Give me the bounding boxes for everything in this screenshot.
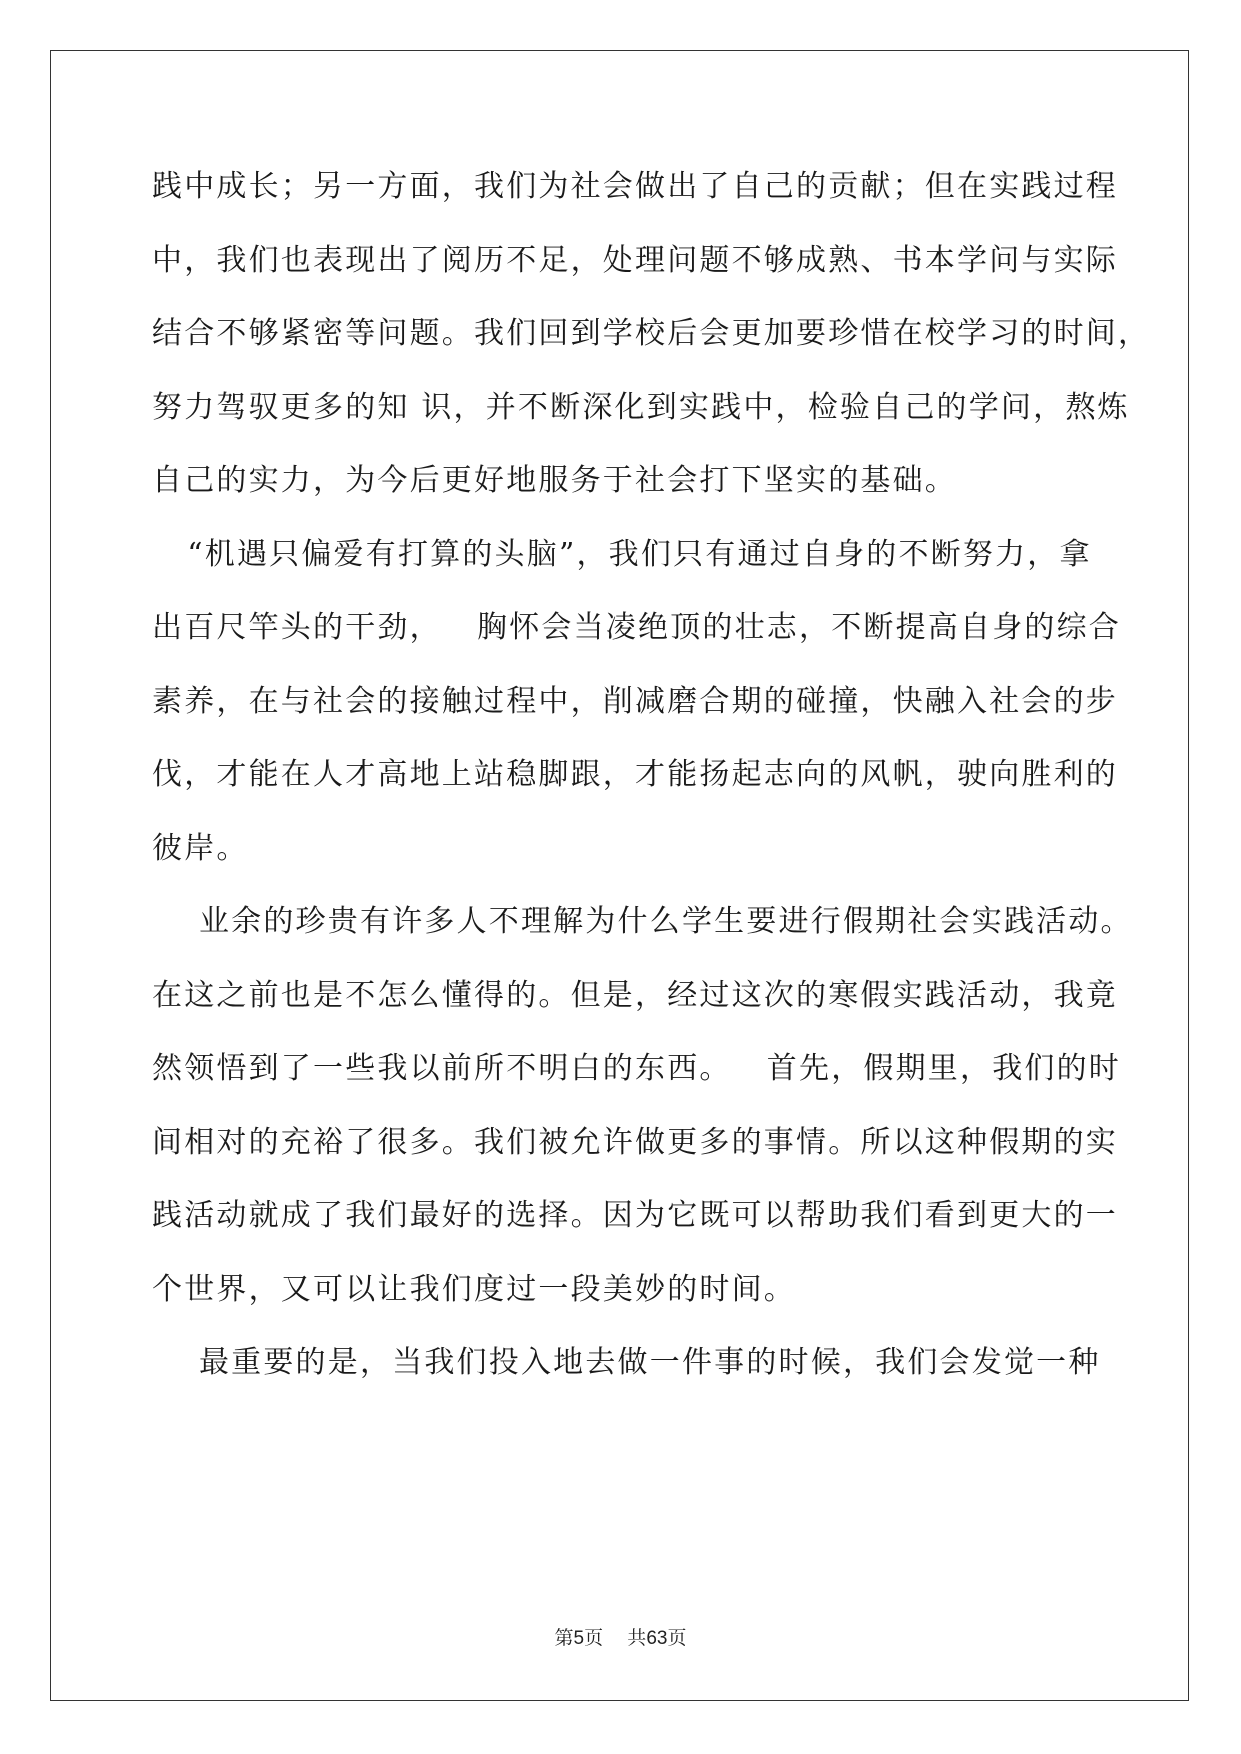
text-line: 努力驾驭更多的知 识，并不断深化到实践中，检验自己的学问，熬炼	[152, 389, 1130, 425]
text-line: 间相对的充裕了很多。我们被允许做更多的事情。所以这种假期的实	[152, 1124, 1118, 1160]
text-line: 个世界，又可以让我们度过一段美妙的时间。	[152, 1271, 796, 1307]
page-number: 5	[573, 1628, 585, 1649]
text-line: 自己的实力，为今后更好地服务于社会打下坚实的基础。	[152, 463, 957, 498]
text-line: 素养，在与社会的接触过程中，削减磨合期的碰撞，快融入社会的步	[152, 683, 1118, 719]
text-line: “机遇只偏爱有打算的头脑”，我们只有通过自身的不断努力，拿	[152, 536, 1092, 572]
text-line: 伐，才能在人才高地上站稳脚跟，才能扬起志向的风帆，驶向胜利的	[152, 757, 1118, 792]
page-suffix: 页	[584, 1627, 604, 1649]
text-line: 结合不够紧密等问题。我们回到学校后会更加要珍惜在校学习的时间，	[152, 316, 1151, 351]
total-pages: 63	[646, 1628, 668, 1649]
text-line: 业余的珍贵有许多人不理解为什么学生要进行假期社会实践活动。	[152, 904, 1133, 939]
text-line: 中，我们也表现出了阅历不足，处理问题不够成熟、书本学问与实际	[152, 242, 1118, 278]
text-line: 在这之前也是不怎么懂得的。但是，经过这次的寒假实践活动，我竟	[152, 977, 1118, 1013]
page-footer	[0, 1623, 1241, 1650]
document-body	[152, 162, 1151, 1412]
text-line: 然领悟到了一些我以前所不明白的东西。 首先，假期里，我们的时	[152, 1051, 1122, 1086]
text-line: 彼岸。	[152, 830, 249, 866]
text-line: 最重要的是，当我们投入地去做一件事的时候，我们会发觉一种	[152, 1345, 1101, 1380]
text-line: 践活动就成了我们最好的选择。因为它既可以帮助我们看到更大的一	[152, 1198, 1118, 1233]
text-line: 出百尺竿头的干劲， 胸怀会当凌绝顶的壮志，不断提高自身的综合	[152, 610, 1122, 645]
total-prefix: 共	[627, 1627, 647, 1649]
page-prefix: 第	[554, 1627, 574, 1649]
total-suffix: 页	[667, 1627, 687, 1649]
text-line: 践中成长；另一方面，我们为社会做出了自己的贡献；但在实践过程	[152, 169, 1118, 204]
